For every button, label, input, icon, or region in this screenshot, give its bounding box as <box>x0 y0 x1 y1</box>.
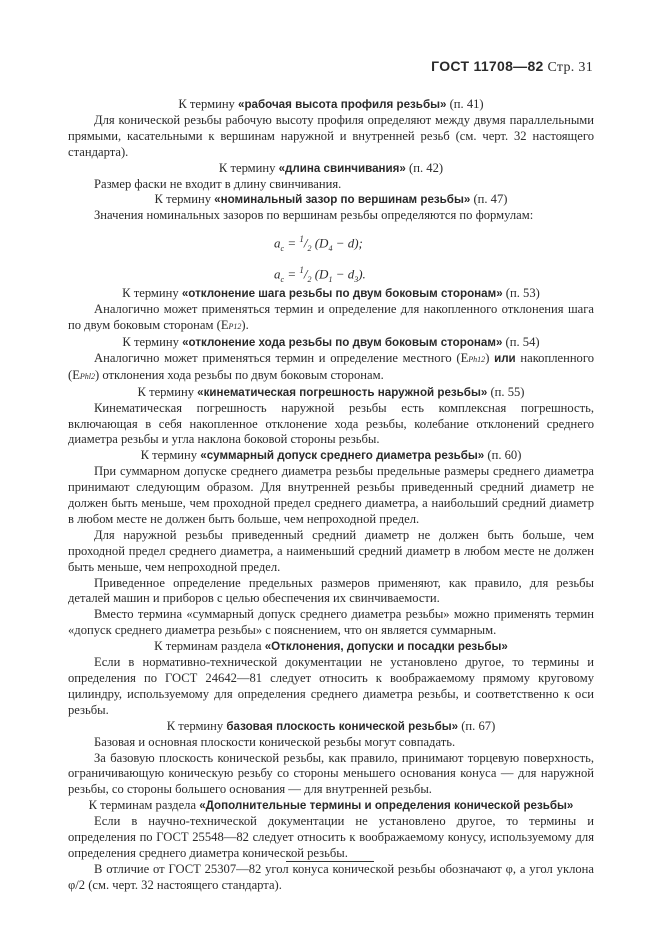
paragraph: Если в нормативно-технической документации не установлено другое, то термины и определения по ГОСТ 24642—81 следует относить к воображаемому прямому круговому цилиндру, используемому для определения среднего диаметра резьбы, и соответственно к оси резьбы. <box>68 655 594 717</box>
section-heading: К терминам раздела «Дополнительные термины и определения конической резьбы» <box>88 798 574 813</box>
section-heading: К термину «длина свинчивания» (п. 42) <box>218 160 444 175</box>
section-heading: К термину «кинематическая погрешность наружной резьбы» (п. 55) <box>137 384 525 399</box>
paragraph: Значения номинальных зазоров по вершинам резьбы определяются по формулам: <box>94 208 534 223</box>
section-heading: К термину базовая плоскость конической резьбы» (п. 67) <box>166 718 496 733</box>
paragraph: В отличие от ГОСТ 25307—82 угол конуса конической резьбы обозначают φ, а угол уклона φ/2 (см. черт. 32 настоящего стандарта). <box>68 861 594 892</box>
paragraph: Аналогично может применяться термин и определение местного (EPh12) или накопленного (EPhl2) отклонения хода резьбы по двум боковым сторонам. <box>68 350 595 382</box>
paragraph: Базовая и основная плоскости конической резьбы могут совпадать. <box>94 734 456 749</box>
page-number: Стр. 31 <box>547 60 593 75</box>
section-heading: К термину «отклонение хода резьбы по двум боковым сторонам» (п. 54) <box>122 334 540 349</box>
section-heading: К термину «суммарный допуск среднего диаметра резьбы» (п. 60) <box>140 448 522 463</box>
paragraph: Кинематическая погрешность наружной резьбы есть комплексная погрешность, включающая в себя накопленное отклонение хода резьбы, колебание отклонений среднего диаметра резьбы и угла наклона боковой стороны резьбы. <box>68 400 594 447</box>
section-heading: К терминам раздела «Отклонения, допуски и посадки резьбы» <box>154 639 508 654</box>
section-heading: К термину «отклонение шага резьбы по двум боковым сторонам» (п. 53) <box>122 286 540 301</box>
paragraph: При суммарном допуске среднего диаметра резьбы предельные размеры среднего диаметра принимают следующим образом. Для внутренней резьбы приведенный средний диаметр не должен быть меньше, чем проходной предел среднего диаметра, а наибольший средний диаметр в любом месте не должен быть больше, чем непроходной предел. <box>68 464 594 526</box>
paragraph: Если в научно-технической документации не установлено другое, то термины и определения по ГОСТ 25548—82 следует относить к воображаемому конусу, используемому для определения среднего диаметра конической резьбы. <box>68 814 594 860</box>
paragraph: Размер фаски не входит в длину свинчивания. <box>94 176 342 191</box>
formula: $a_c = ^1/_2$ $(D_4 - d)$; <box>274 234 363 254</box>
document-body <box>68 97 594 894</box>
section-heading: К термину «рабочая высота профиля резьбы» (п. 41) <box>178 97 484 111</box>
section-heading: К термину «номинальный зазор по вершинам резьбы» (п. 47) <box>154 192 508 207</box>
standard-title: ГОСТ 11708—82 <box>431 58 544 74</box>
end-rule <box>286 861 374 862</box>
paragraph: Аналогично может применяться термин и определение для накопленного отклонения шага по двум боковым сторонам (EP12). <box>68 302 594 333</box>
paragraph: Вместо термина «суммарный допуск среднего диаметра резьбы» можно применять термин «допуск среднего диаметра резьбы» с пояснением, что он является суммарным. <box>68 607 594 638</box>
page-header <box>431 58 593 76</box>
paragraph: За базовую плоскость конической резьбы, как правило, принимают торцевую поверхность, ограничивающую коническую резьбу со стороны меньшего основания конуса — для наружной резьбы, со стороны большего основания — для внутренней резьбы. <box>68 750 594 797</box>
formula: $a_c = ^1/_2$ $(D_1 - d_3)$. <box>274 265 366 285</box>
paragraph: Для конической резьбы рабочую высоту профиля определяют между двумя параллельными прямыми, касательными к вершинам наружной и внутренней резьб (см. черт. 32 настоящего стандарта). <box>68 112 594 159</box>
paragraph: Для наружной резьбы приведенный средний диаметр не должен быть больше, чем проходной предел среднего диаметра, а наименьший средний диаметр в любом месте не должен быть меньше, чем непроходной предел. <box>68 527 594 574</box>
paragraph: Приведенное определение предельных размеров применяют, как правило, для резьбы деталей машин и приборов с целью обеспечения их свинчиваемости. <box>68 575 594 606</box>
